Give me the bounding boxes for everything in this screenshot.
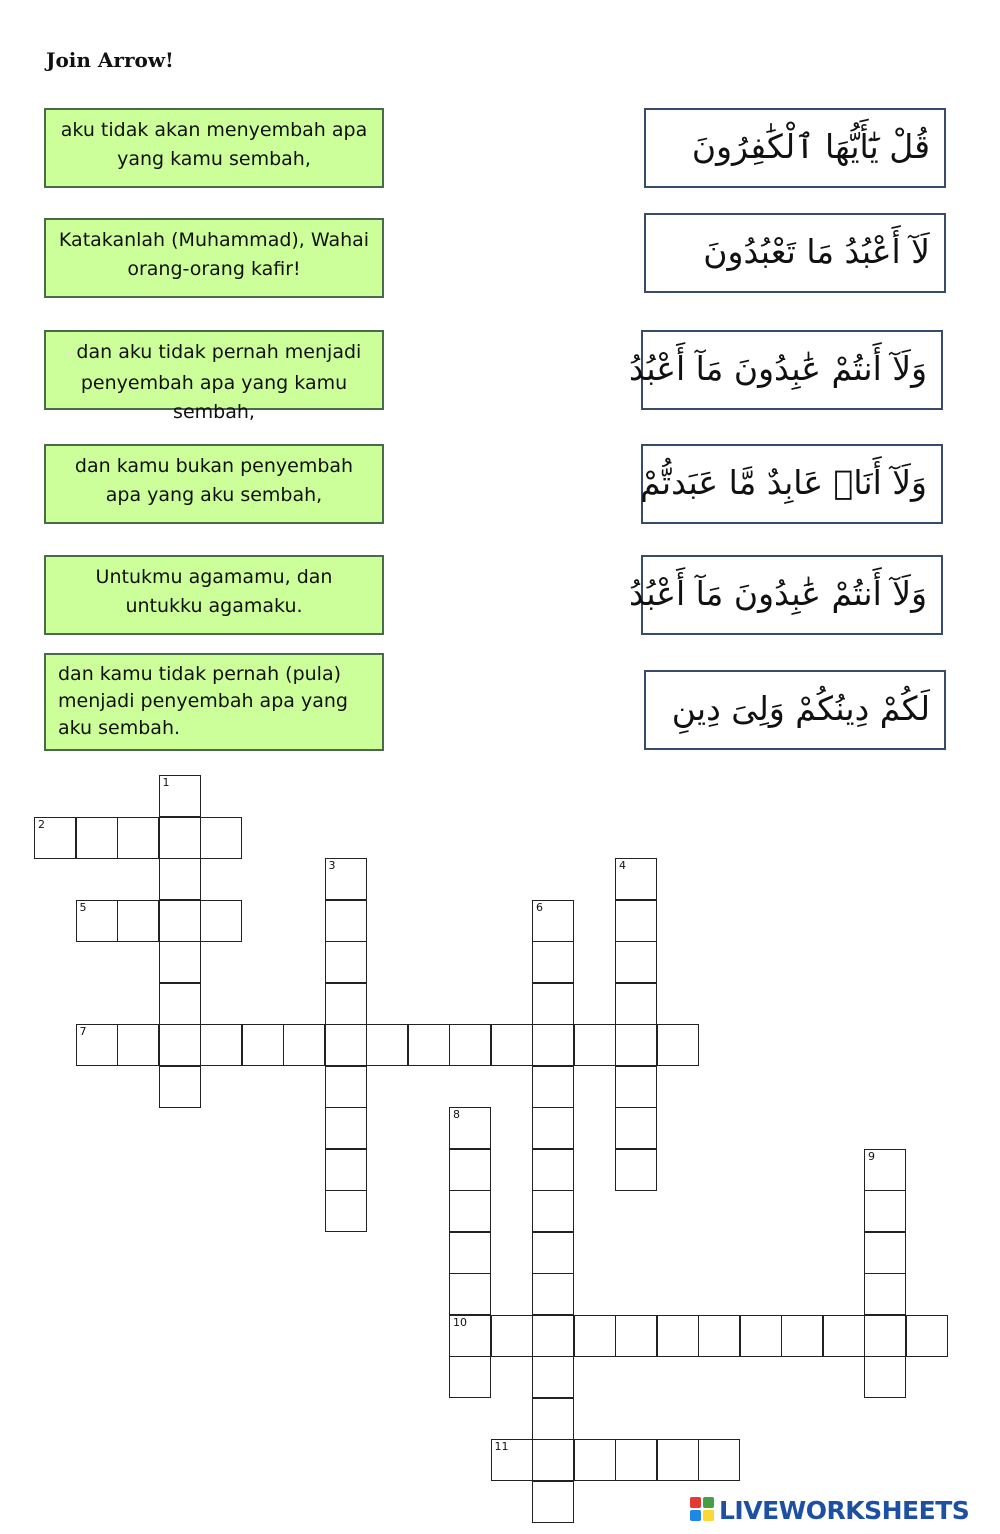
crossword-cell[interactable] [532,941,574,983]
clue-number: 11 [494,1440,509,1453]
clue-number: 2 [38,817,45,831]
verse-text-2: لَآ أَعْبُدُ مَا تَعْبُدُونَ [703,232,930,271]
crossword-cell[interactable] [325,900,367,942]
crossword-cell[interactable] [532,1439,574,1481]
verse-box-6[interactable] [644,670,946,750]
crossword-cell[interactable] [449,1190,491,1232]
crossword-cell[interactable] [657,1024,699,1066]
verse-box-4[interactable] [641,444,943,524]
crossword-cell[interactable] [532,1190,574,1232]
crossword-cell[interactable] [76,1024,118,1066]
crossword-cell[interactable] [408,1024,450,1066]
crossword-cell[interactable] [532,1398,574,1440]
translation-box-3[interactable] [44,330,384,423]
crossword-cell[interactable] [864,1273,906,1315]
translation-box-4[interactable] [44,444,384,524]
crossword-cell[interactable] [574,1024,616,1066]
crossword-cell[interactable] [864,1190,906,1232]
crossword-cell[interactable] [532,900,574,942]
crossword-cell[interactable] [823,1315,865,1357]
verse-box-1[interactable] [644,108,946,188]
verse-box-5[interactable] [629,555,943,635]
clue-number: 6 [536,900,543,914]
liveworksheets-logo [690,1496,969,1524]
verse-box-3[interactable] [629,330,943,410]
translation-text-2: Katakanlah (Muhammad), Wahai orang-orang kafir! [58,229,370,280]
crossword-cell[interactable] [117,817,159,859]
translation-box-6[interactable] [44,653,384,751]
crossword-cell[interactable] [491,1024,533,1066]
crossword-cell[interactable] [615,983,657,1025]
crossword-cell[interactable] [864,1356,906,1398]
clue-number: 1 [162,776,170,789]
crossword-cell[interactable] [615,1149,657,1191]
crossword-cell[interactable] [325,1190,367,1232]
crossword-cell[interactable] [242,1024,284,1066]
crossword-cell[interactable] [906,1315,948,1357]
crossword-cell[interactable] [325,1024,367,1066]
crossword-cell[interactable] [574,1315,616,1357]
crossword-cell[interactable] [615,900,657,942]
clue-number: 7 [79,1025,87,1038]
crossword-cell[interactable] [76,900,118,942]
translation-text-3: dan aku tidak pernah menjadi penyembah apa yang kamu sembah, [76,341,362,423]
crossword-cell[interactable] [449,1356,491,1398]
crossword-cell[interactable] [117,1024,159,1066]
worksheet-title: Join Arrow! [46,48,174,72]
verse-text-5: وَلَآ أَنتُمْ عَٰبِدُونَ مَآ أَعْبُدُ [629,574,927,613]
clue-number: 5 [79,900,87,914]
crossword-cell[interactable] [698,1315,740,1357]
brand-name: LIVEWORKSHEETS [719,1495,970,1525]
crossword-cell[interactable] [366,1024,408,1066]
crossword-cell[interactable] [449,1107,491,1149]
crossword-cell[interactable] [159,1024,201,1066]
crossword-cell[interactable] [325,1066,367,1108]
crossword-cell[interactable] [532,1315,574,1357]
clue-number: 10 [453,1315,467,1329]
translation-text-1: aku tidak akan menyembah apa yang kamu sembah, [60,119,368,170]
crossword-cell[interactable] [159,858,201,900]
translation-box-2[interactable] [44,218,384,298]
translation-box-5[interactable] [44,555,384,635]
crossword-cell[interactable] [532,1066,574,1108]
crossword-cell[interactable] [532,1356,574,1398]
verse-text-6: لَكُمْ دِينُكُمْ وَلِىَ دِينِ [671,689,930,728]
crossword-cell[interactable] [325,983,367,1025]
verse-box-2[interactable] [644,213,946,293]
crossword-cell[interactable] [615,1066,657,1108]
crossword-cell[interactable] [325,1107,367,1149]
verse-text-4: وَلَآ أَنَا۠ عَابِدٌ مَّا عَبَدتُّمْ [639,463,927,502]
crossword-cell[interactable] [449,1149,491,1191]
crossword-cell[interactable] [864,1149,906,1191]
translation-text-6: dan kamu tidak pernah (pula) menjadi penyembah apa yang aku sembah. [58,663,348,739]
crossword-cell[interactable] [657,1315,699,1357]
crossword-cell[interactable] [864,1315,906,1357]
crossword-cell[interactable] [615,1439,657,1481]
crossword-cell[interactable] [449,1315,491,1357]
crossword-cell[interactable] [117,900,159,942]
crossword-cell[interactable] [449,1273,491,1315]
crossword-cell[interactable] [449,1232,491,1274]
liveworksheets-logo-icon [690,1497,716,1523]
crossword-cell[interactable] [159,900,201,942]
clue-number: 4 [619,859,626,872]
crossword-cell[interactable] [325,858,367,900]
crossword-cell[interactable] [615,1315,657,1357]
crossword-cell[interactable] [200,900,242,942]
crossword-cell[interactable] [615,858,657,900]
crossword-cell[interactable] [532,1273,574,1315]
verse-text-3: وَلَآ أَنتُمْ عَٰبِدُونَ مَآ أَعْبُدُ [629,349,927,388]
crossword-cell[interactable] [159,941,201,983]
translation-text-5: Untukmu agamamu, dan untukku agamaku. [95,566,333,617]
crossword-cell[interactable] [615,941,657,983]
verse-text-1: قُلْ يَٰٓأَيُّهَا ٱلْكَٰفِرُونَ [691,127,930,166]
crossword-cell[interactable] [615,1024,657,1066]
clue-number: 3 [328,859,336,872]
faint-mark: s [66,348,73,361]
crossword-cell[interactable] [532,1232,574,1274]
translation-box-1[interactable] [44,108,384,188]
crossword-cell[interactable] [159,1066,201,1108]
crossword-cell[interactable] [781,1315,823,1357]
crossword-cell[interactable] [34,817,76,859]
crossword-cell[interactable] [615,1107,657,1149]
crossword-cell[interactable] [449,1024,491,1066]
crossword-cell[interactable] [159,817,201,859]
crossword-cell[interactable] [532,1107,574,1149]
translation-text-4: dan kamu bukan penyembah apa yang aku sembah, [74,455,354,506]
crossword-cell[interactable] [76,817,118,859]
crossword-cell[interactable] [740,1315,782,1357]
crossword-cell[interactable] [200,1024,242,1066]
crossword-cell[interactable] [325,941,367,983]
crossword-cell[interactable] [159,983,201,1025]
clue-number: 9 [868,1149,875,1163]
crossword-cell[interactable] [532,983,574,1025]
crossword-cell[interactable] [159,775,201,817]
crossword-cell[interactable] [325,1149,367,1191]
crossword-cell[interactable] [532,1024,574,1066]
crossword-cell[interactable] [574,1439,616,1481]
crossword-cell[interactable] [491,1439,533,1481]
crossword-cell[interactable] [657,1439,699,1481]
crossword-cell[interactable] [532,1149,574,1191]
clue-number: 8 [453,1108,460,1121]
crossword-cell[interactable] [532,1481,574,1523]
crossword-cell[interactable] [491,1315,533,1357]
crossword-cell[interactable] [864,1232,906,1274]
crossword-cell[interactable] [283,1024,325,1066]
crossword-cell[interactable] [698,1439,740,1481]
crossword-cell[interactable] [200,817,242,859]
